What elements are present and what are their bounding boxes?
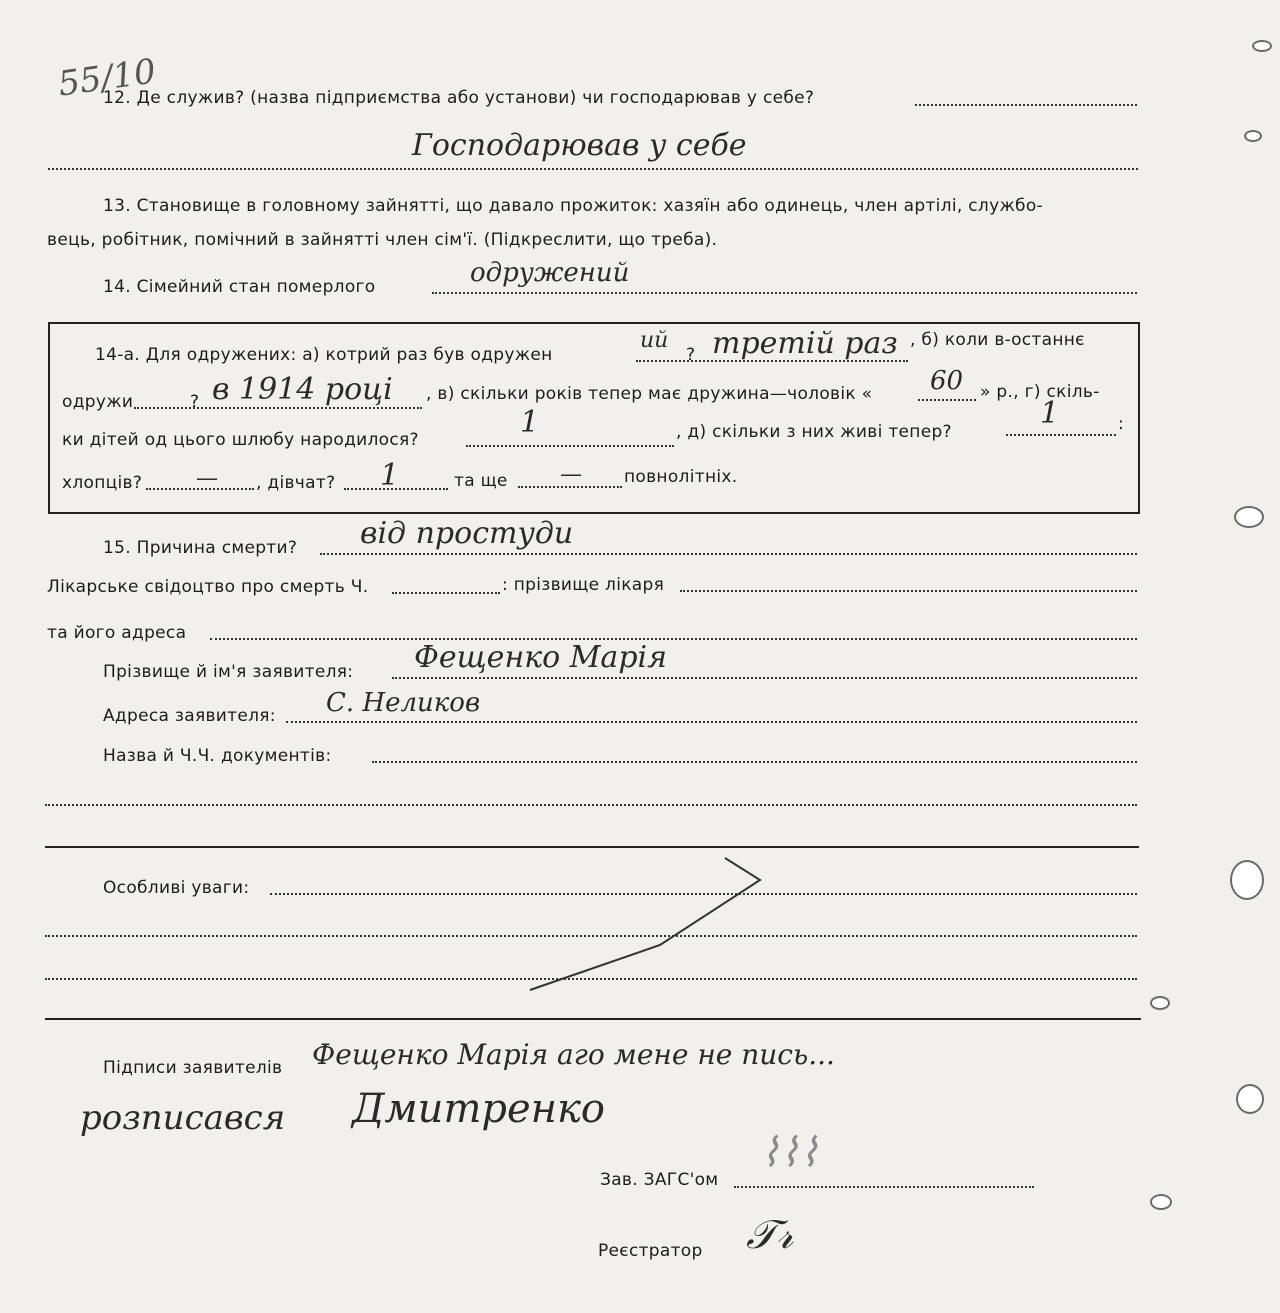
applicant-address-answer: С. Неликов — [326, 688, 481, 718]
q15-cert-label: Лікарське свідоцтво про смерть Ч. — [47, 577, 369, 597]
punch-hole-icon — [1150, 1194, 1172, 1210]
punch-hole-icon — [1150, 996, 1170, 1010]
q14-label: 14. Сімейний стан померлого — [103, 277, 376, 297]
punch-hole-icon — [1244, 130, 1262, 142]
signatures-line1: Фещенко Марія аго мене не пись... — [312, 1038, 835, 1071]
punch-hole-icon — [1230, 860, 1264, 900]
q15-doctor-label: : прізвище лікаря — [502, 575, 665, 595]
q14a-a-answer: третій раз — [712, 326, 898, 361]
q14a-girls-answer: 1 — [380, 458, 400, 493]
q14a-more-answer: — — [560, 462, 582, 487]
signatures-line2: розписався — [80, 1098, 286, 1138]
strike-stroke — [520, 850, 780, 1000]
q14a-c-suffix: » р., г) скіль- — [980, 382, 1100, 402]
death-record-form-page: 55/10 12. Де служив? (назва підприємства або установи) чи господарював у себе? Господарював у себе 13. Становище в головному зайнятті, що давало прожиток: хазяїн або одинець, член артілі, службо- вець, робітник, помічний в зайнятті член сім'ї. (Підкреслити, що треба). 14. Сімейний стан померлого одружений 14-а. Для одружених: а) котрий раз був одружен ий ? третій раз , б) коли в-останнє одружи ? в 1914 році , в) скільки років тепер має дружина—чоловік « 60 » р., г) скіль- ки дітей од цього шлюбу народилося? 1 , д) скільки з них живі тепер? 1 : хлопців? — , дівчат? 1 та ще — повнолітніх. 15. Причина смерти? від простуди Лікарське свідоцтво про смерть Ч. : прізвище лікаря та його адреса Прізвище й ім'я заявителя: Фещенко Марія Адреса заявителя: С. Неликов Назва й Ч.Ч. документів: Особливі уваги: Підписи заявителів Фещенко Марія аго мене не пись... розписався Дмитренко Зав. ЗАГС'ом ⌇⌇⌇ Реєстратор 𝒯𝓇 — [0, 0, 1280, 1313]
zags-label: Зав. ЗАГС'ом — [600, 1170, 719, 1190]
punch-hole-icon — [1252, 40, 1272, 52]
notes-label: Особливі уваги: — [103, 878, 250, 898]
q14a-boys-answer: — — [196, 466, 218, 491]
applicant-name-answer: Фещенко Марія — [414, 640, 667, 675]
q14a-e-label: , д) скільки з них живі тепер? — [676, 422, 952, 442]
q12-answer: Господарював у себе — [412, 128, 747, 163]
archive-number: 55/10 — [55, 51, 159, 105]
q14a-e-answer: 1 — [1040, 396, 1060, 431]
signatures-label: Підписи заявителів — [103, 1058, 283, 1078]
q14a-b-answer: в 1914 році — [212, 372, 393, 407]
signatures-line2-sig: Дмитренко — [352, 1086, 605, 1132]
applicant-name-label: Прізвище й ім'я заявителя: — [103, 662, 354, 682]
q13-line1: 13. Становище в головному зайнятті, що давало прожиток: хазяїн або одинець, член артілі, службо- — [103, 196, 1043, 216]
q14a-boys-label: хлопців? — [62, 473, 143, 493]
q15-answer: від простуди — [360, 516, 574, 551]
zags-signature-icon: ⌇⌇⌇ — [760, 1130, 819, 1176]
q15-label: 15. Причина смерти? — [103, 538, 298, 558]
q14a-a-label: 14-а. Для одружених: а) котрий раз був одружен — [95, 345, 553, 365]
q14a-a-suffix: ий — [640, 328, 669, 353]
q15-address-label: та його адреса — [47, 623, 187, 643]
q14a-minors-label: повнолітніх. — [624, 467, 738, 487]
punch-hole-icon — [1234, 506, 1264, 528]
registrar-signature-icon: 𝒯𝓇 — [746, 1212, 794, 1258]
q14a-c-answer: 60 — [930, 366, 964, 396]
q14a-girls-label: , дівчат? — [256, 473, 336, 493]
q14a-more-label: та ще — [454, 471, 508, 491]
applicant-docs-label: Назва й Ч.Ч. документів: — [103, 746, 332, 766]
q14a-c-label: , в) скільки років тепер має дружина—чоловік « — [426, 384, 873, 404]
q12-label: 12. Де служив? (назва підприємства або установи) чи господарював у себе? — [103, 88, 815, 108]
q13-line2: вець, робітник, помічний в зайнятті член сім'ї. (Підкреслити, що треба). — [47, 230, 718, 250]
q14-answer: одружений — [470, 258, 630, 288]
applicant-address-label: Адреса заявителя: — [103, 706, 276, 726]
registrar-label: Реєстратор — [598, 1241, 703, 1261]
q14a-d-cont: ки дітей од цього шлюбу народилося? — [62, 430, 419, 450]
punch-hole-icon — [1236, 1084, 1264, 1114]
q14a-b-label: , б) коли в-останнє — [910, 330, 1085, 350]
q14a-b-cont: одружи — [62, 392, 134, 412]
q14a-d-answer: 1 — [520, 405, 540, 440]
